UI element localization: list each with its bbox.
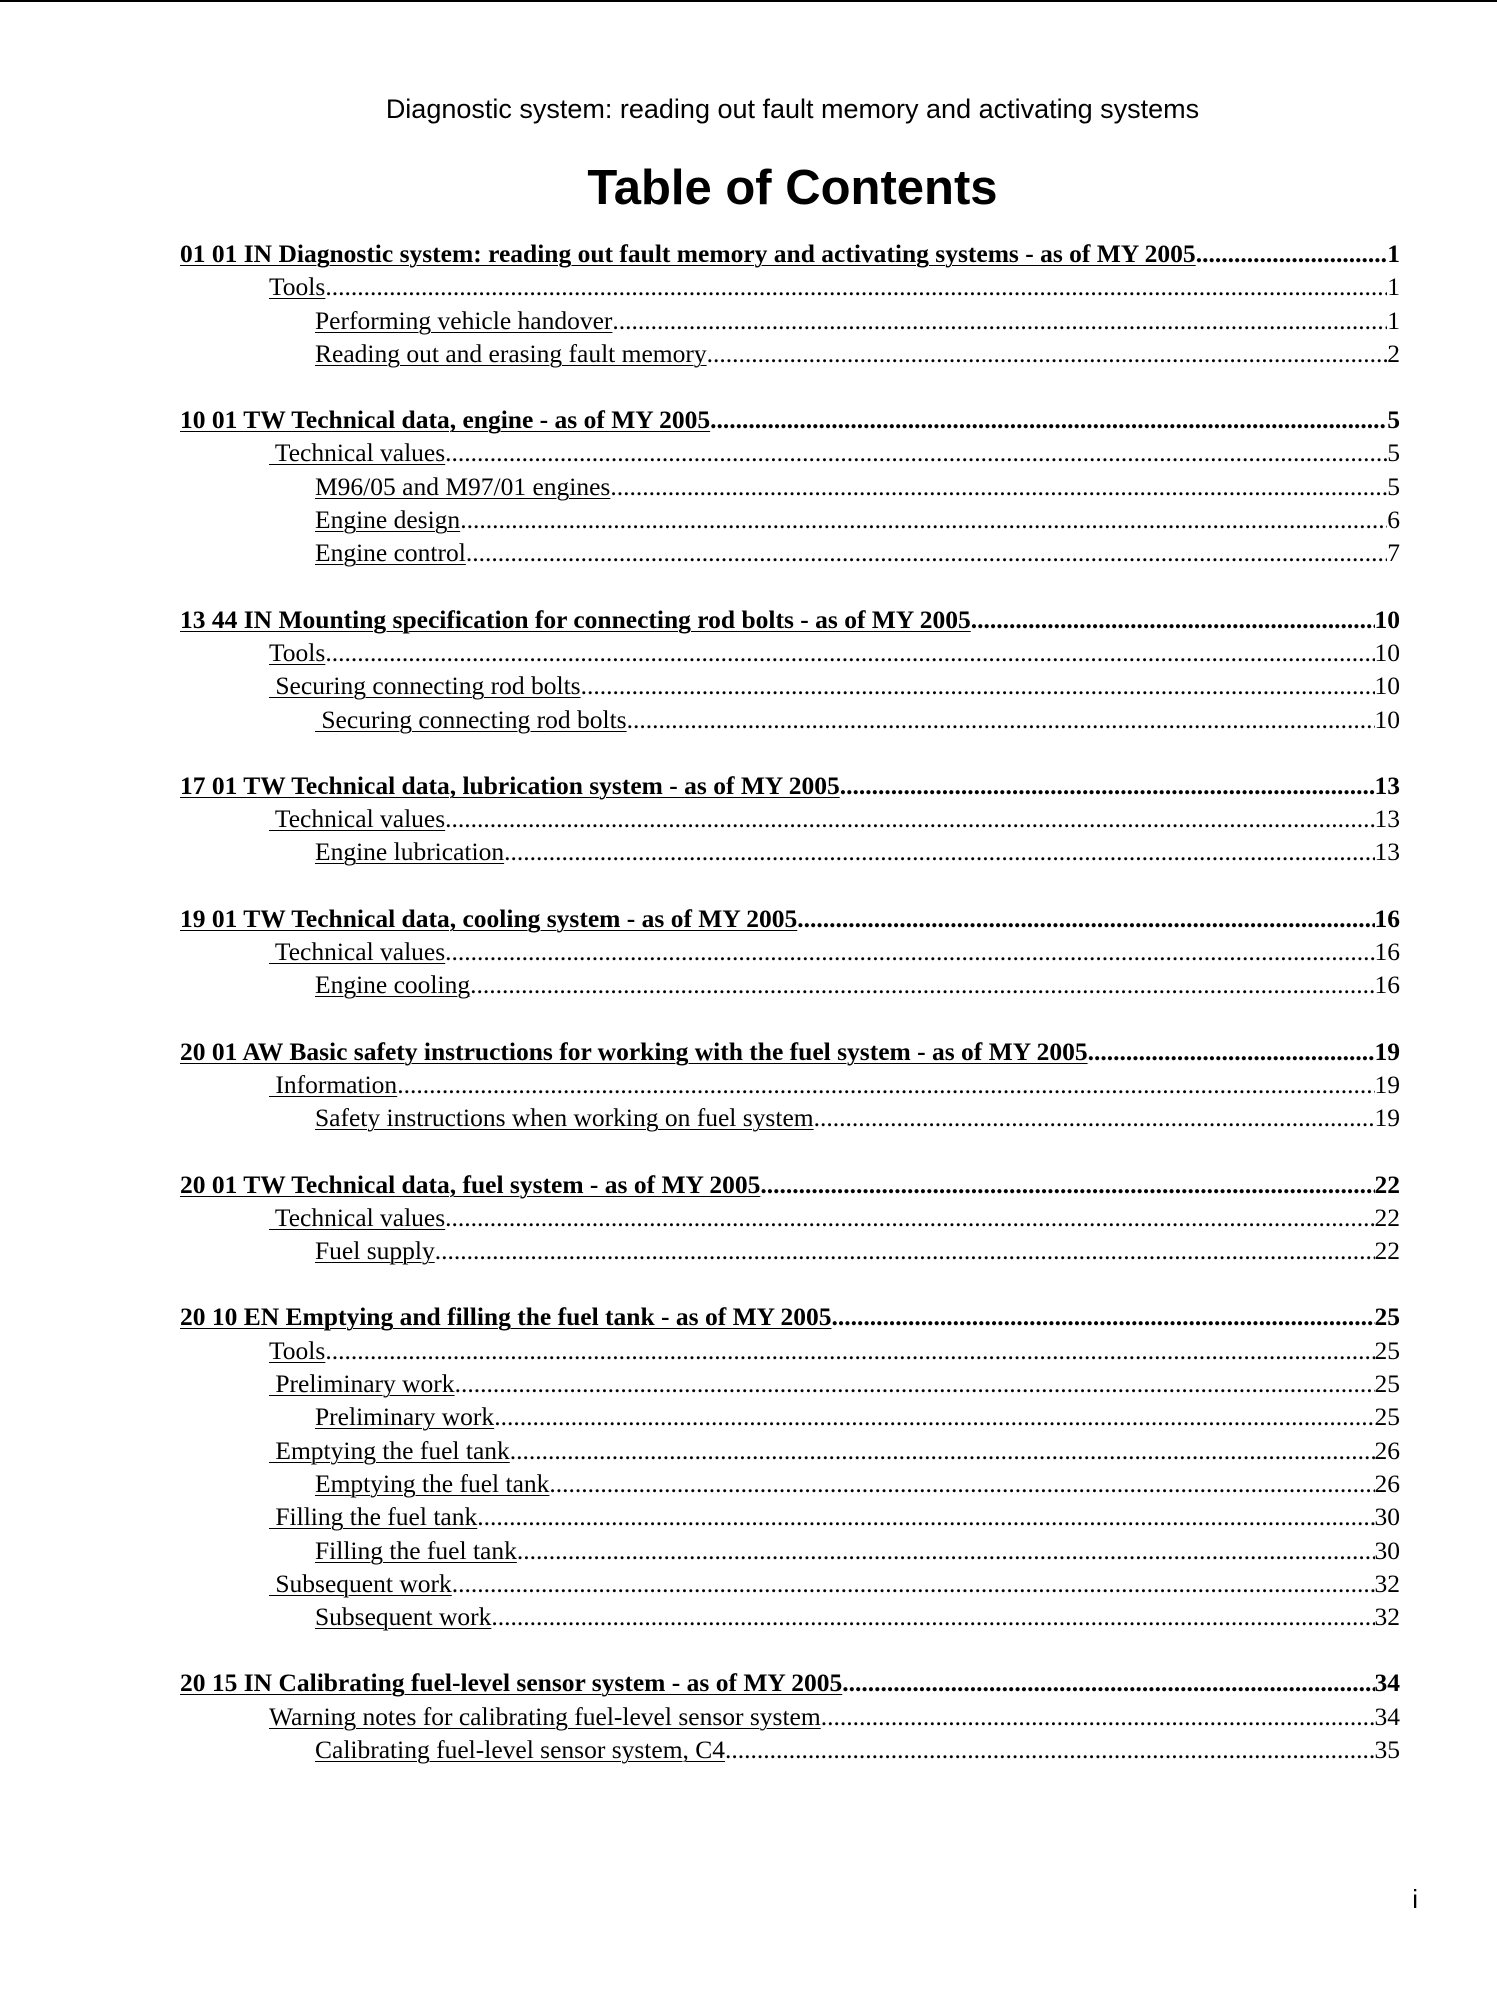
toc-page-ref: 13 [1374, 770, 1400, 800]
toc-entry-link[interactable]: 13 44 IN Mounting specification for connecting rod bolts - as of MY 2005 [180, 604, 971, 634]
toc-subsubsection-entry[interactable] [0, 968, 1497, 1001]
toc-subsection-entry[interactable] [0, 1201, 1497, 1234]
dot-leader [325, 1334, 1374, 1367]
dot-leader [725, 1733, 1374, 1766]
toc-page-ref: 19 [1374, 1036, 1400, 1066]
dot-leader [504, 835, 1374, 868]
toc-page-ref: 10 [1374, 671, 1400, 701]
toc-page-ref: 1 [1387, 272, 1400, 302]
toc-entry-link[interactable]: Reading out and erasing fault memory [315, 338, 707, 368]
toc-page-ref: 30 [1374, 1502, 1400, 1532]
table-of-contents [0, 237, 1497, 1799]
toc-subsubsection-entry[interactable] [0, 304, 1497, 337]
dot-leader [325, 636, 1374, 669]
toc-entry-link[interactable]: 20 01 TW Technical data, fuel system - as of MY 2005 [180, 1169, 761, 1199]
toc-entry-link[interactable]: 01 01 IN Diagnostic system: reading out fault memory and activating systems - as of MY 2005 [180, 239, 1196, 268]
dot-leader [460, 503, 1387, 536]
toc-page-ref: 10 [1374, 637, 1400, 667]
toc-page-ref: 22 [1374, 1236, 1400, 1266]
toc-page-ref: 16 [1374, 937, 1400, 967]
toc-page-ref: 5 [1387, 405, 1400, 435]
toc-entry-link[interactable]: 10 01 TW Technical data, engine - as of MY 2005 [180, 405, 711, 435]
toc-subsubsection-entry[interactable] [0, 470, 1497, 503]
toc-page-ref: 19 [1374, 1069, 1400, 1099]
toc-page-ref: 6 [1387, 505, 1400, 535]
toc-entry-link[interactable]: Subsequent work [269, 1568, 452, 1598]
dot-leader [971, 603, 1375, 636]
toc-section [0, 603, 1497, 736]
dot-leader [581, 669, 1375, 702]
toc-subsection-entry[interactable] [0, 935, 1497, 968]
toc-entry-link[interactable]: Tools [269, 272, 326, 302]
dot-leader [435, 1234, 1375, 1267]
dot-leader [325, 270, 1387, 303]
dot-leader [1088, 1035, 1375, 1068]
toc-subsection-entry[interactable] [0, 1367, 1497, 1400]
toc-section [0, 769, 1497, 869]
toc-section [0, 902, 1497, 1002]
toc-chapter-entry[interactable] [0, 603, 1497, 636]
toc-subsection-entry[interactable] [0, 1068, 1497, 1101]
dot-leader [452, 1567, 1375, 1600]
toc-page-ref: 35 [1374, 1734, 1400, 1764]
toc-subsubsection-entry[interactable] [0, 835, 1497, 868]
toc-entry-link[interactable]: Engine cooling [315, 970, 471, 1000]
toc-chapter-entry[interactable] [0, 769, 1497, 802]
toc-entry-link[interactable]: Performing vehicle handover [315, 305, 613, 335]
dot-leader [397, 1068, 1374, 1101]
toc-subsection-entry[interactable] [0, 802, 1497, 835]
toc-page-ref: 16 [1374, 903, 1400, 933]
toc-subsection-entry[interactable] [0, 1500, 1497, 1533]
dot-leader [491, 1600, 1374, 1633]
dot-leader [517, 1534, 1375, 1567]
dot-leader [612, 304, 1387, 337]
dot-leader [477, 1500, 1374, 1533]
dot-leader [466, 536, 1387, 569]
dot-leader [470, 968, 1374, 1001]
toc-page-ref: 25 [1374, 1302, 1400, 1332]
toc-entry-link[interactable]: 20 15 IN Calibrating fuel-level sensor system - as of MY 2005 [180, 1668, 843, 1698]
toc-page-ref: 26 [1374, 1435, 1400, 1465]
toc-entry-link[interactable]: Engine design [315, 505, 461, 535]
toc-subsubsection-entry[interactable] [0, 1234, 1497, 1267]
toc-chapter-entry[interactable] [0, 1035, 1497, 1068]
dot-leader [760, 1168, 1374, 1201]
toc-subsubsection-entry[interactable] [0, 1534, 1497, 1567]
toc-entry-link[interactable]: Filling the fuel tank [269, 1502, 478, 1532]
toc-entry-link[interactable]: 19 01 TW Technical data, cooling system - as of MY 2005 [180, 903, 798, 933]
toc-page-ref: 25 [1374, 1335, 1400, 1365]
toc-entry-link[interactable]: 17 01 TW Technical data, lubrication system - as of MY 2005 [180, 770, 840, 800]
toc-subsection-entry[interactable] [0, 1567, 1497, 1600]
toc-page-ref: 22 [1374, 1202, 1400, 1232]
dot-leader [821, 1700, 1375, 1733]
toc-entry-link[interactable]: Technical values [269, 1202, 446, 1232]
toc-page-ref: 30 [1374, 1535, 1400, 1565]
toc-entry-link[interactable]: Tools [269, 1335, 326, 1365]
dot-leader [610, 470, 1387, 503]
dot-leader [814, 1101, 1375, 1134]
page-number: i [1412, 1884, 1418, 1914]
dot-leader [445, 935, 1374, 968]
toc-entry-link[interactable]: Information [269, 1069, 398, 1099]
toc-section [0, 1168, 1497, 1268]
dot-leader [710, 403, 1387, 436]
toc-entry-link[interactable]: 20 10 EN Emptying and filling the fuel tank - as of MY 2005 [180, 1302, 832, 1332]
dot-leader [627, 703, 1375, 736]
toc-entry-link[interactable]: Safety instructions when working on fuel system [315, 1103, 814, 1133]
toc-page-ref: 10 [1374, 604, 1400, 634]
toc-entry-link[interactable]: 20 01 AW Basic safety instructions for working with the fuel system - as of MY 2005 [180, 1036, 1088, 1066]
toc-page-ref: 5 [1387, 471, 1400, 501]
toc-subsubsection-entry[interactable] [0, 536, 1497, 569]
toc-title: Table of Contents [587, 161, 998, 215]
toc-entry-link[interactable]: Securing connecting rod bolts [315, 704, 627, 734]
toc-subsection-entry[interactable] [0, 1334, 1497, 1367]
dot-leader [445, 436, 1387, 469]
toc-subsection-entry[interactable] [0, 436, 1497, 469]
toc-subsubsection-entry[interactable] [0, 337, 1497, 370]
toc-chapter-entry[interactable] [0, 1666, 1497, 1699]
toc-section [0, 1035, 1497, 1135]
toc-subsubsection-entry[interactable] [0, 1467, 1497, 1500]
toc-subsubsection-entry[interactable] [0, 503, 1497, 536]
toc-page-ref: 32 [1374, 1568, 1400, 1598]
toc-page-ref: 25 [1374, 1402, 1400, 1432]
toc-page-ref: 1 [1387, 305, 1400, 335]
toc-page-ref: 13 [1374, 804, 1400, 834]
dot-leader [549, 1467, 1374, 1500]
toc-entry-link[interactable]: Warning notes for calibrating fuel-level sensor system [269, 1701, 821, 1731]
toc-entry-link[interactable]: Calibrating fuel-level sensor system, C4 [315, 1734, 726, 1764]
toc-subsection-entry[interactable] [0, 636, 1497, 669]
toc-subsubsection-entry[interactable] [0, 703, 1497, 736]
dot-leader [842, 1666, 1374, 1699]
toc-chapter-entry[interactable] [0, 1300, 1497, 1333]
toc-entry-link[interactable]: Securing connecting rod bolts [269, 671, 581, 701]
toc-entry-link[interactable]: Technical values [269, 438, 446, 468]
top-border-rule [0, 0, 1497, 2]
toc-chapter-entry[interactable] [0, 237, 1497, 270]
toc-page-ref: 25 [1374, 1369, 1400, 1399]
toc-subsubsection-entry[interactable] [0, 1733, 1497, 1766]
toc-chapter-entry[interactable] [0, 1168, 1497, 1201]
toc-chapter-entry[interactable] [0, 403, 1497, 436]
toc-section [0, 1300, 1497, 1633]
toc-page-ref: 26 [1374, 1468, 1400, 1498]
toc-page-ref: 13 [1374, 837, 1400, 867]
dot-leader [510, 1434, 1375, 1467]
toc-page-ref: 2 [1387, 338, 1400, 368]
dot-leader [1196, 237, 1388, 270]
toc-entry-link[interactable]: Technical values [269, 804, 446, 834]
toc-section [0, 403, 1497, 569]
toc-section [0, 237, 1497, 370]
toc-page-ref: 32 [1374, 1602, 1400, 1632]
toc-page-ref: 16 [1374, 970, 1400, 1000]
toc-entry-link[interactable]: Engine lubrication [315, 837, 505, 867]
toc-section [0, 1666, 1497, 1766]
toc-subsubsection-entry[interactable] [0, 1600, 1497, 1633]
toc-page-ref: 19 [1374, 1103, 1400, 1133]
dot-leader [494, 1400, 1374, 1433]
toc-entry-link[interactable]: Preliminary work [269, 1369, 455, 1399]
toc-subsection-entry[interactable] [0, 1434, 1497, 1467]
dot-leader [707, 337, 1388, 370]
toc-page-ref: 10 [1374, 704, 1400, 734]
dot-leader [445, 802, 1374, 835]
dot-leader [831, 1300, 1374, 1333]
toc-subsection-entry[interactable] [0, 1700, 1497, 1733]
toc-entry-link[interactable]: Filling the fuel tank [315, 1535, 517, 1565]
toc-entry-link[interactable]: Engine control [315, 538, 466, 568]
toc-chapter-entry[interactable] [0, 902, 1497, 935]
toc-entry-link[interactable]: Tools [269, 637, 326, 667]
running-header: Diagnostic system: reading out fault memory and activating systems [385, 94, 1200, 124]
toc-entry-link[interactable]: Emptying the fuel tank [315, 1468, 550, 1498]
toc-entry-link[interactable]: Subsequent work [315, 1602, 492, 1632]
toc-subsection-entry[interactable] [0, 270, 1497, 303]
toc-page-ref: 34 [1374, 1701, 1400, 1731]
toc-entry-link[interactable]: Fuel supply [315, 1236, 435, 1266]
toc-page-ref: 34 [1374, 1668, 1400, 1698]
toc-subsubsection-entry[interactable] [0, 1400, 1497, 1433]
toc-page-ref: 7 [1387, 538, 1400, 568]
toc-entry-link[interactable]: M96/05 and M97/01 engines [315, 471, 611, 501]
dot-leader [840, 769, 1375, 802]
toc-page-ref: 22 [1374, 1169, 1400, 1199]
toc-entry-link[interactable]: Preliminary work [315, 1402, 495, 1432]
dot-leader [797, 902, 1374, 935]
toc-entry-link[interactable]: Emptying the fuel tank [269, 1435, 510, 1465]
dot-leader [445, 1201, 1374, 1234]
toc-subsection-entry[interactable] [0, 669, 1497, 702]
dot-leader [455, 1367, 1375, 1400]
toc-subsubsection-entry[interactable] [0, 1101, 1497, 1134]
toc-page-ref: 1 [1387, 239, 1400, 268]
toc-page-ref: 5 [1387, 438, 1400, 468]
toc-entry-link[interactable]: Technical values [269, 937, 446, 967]
